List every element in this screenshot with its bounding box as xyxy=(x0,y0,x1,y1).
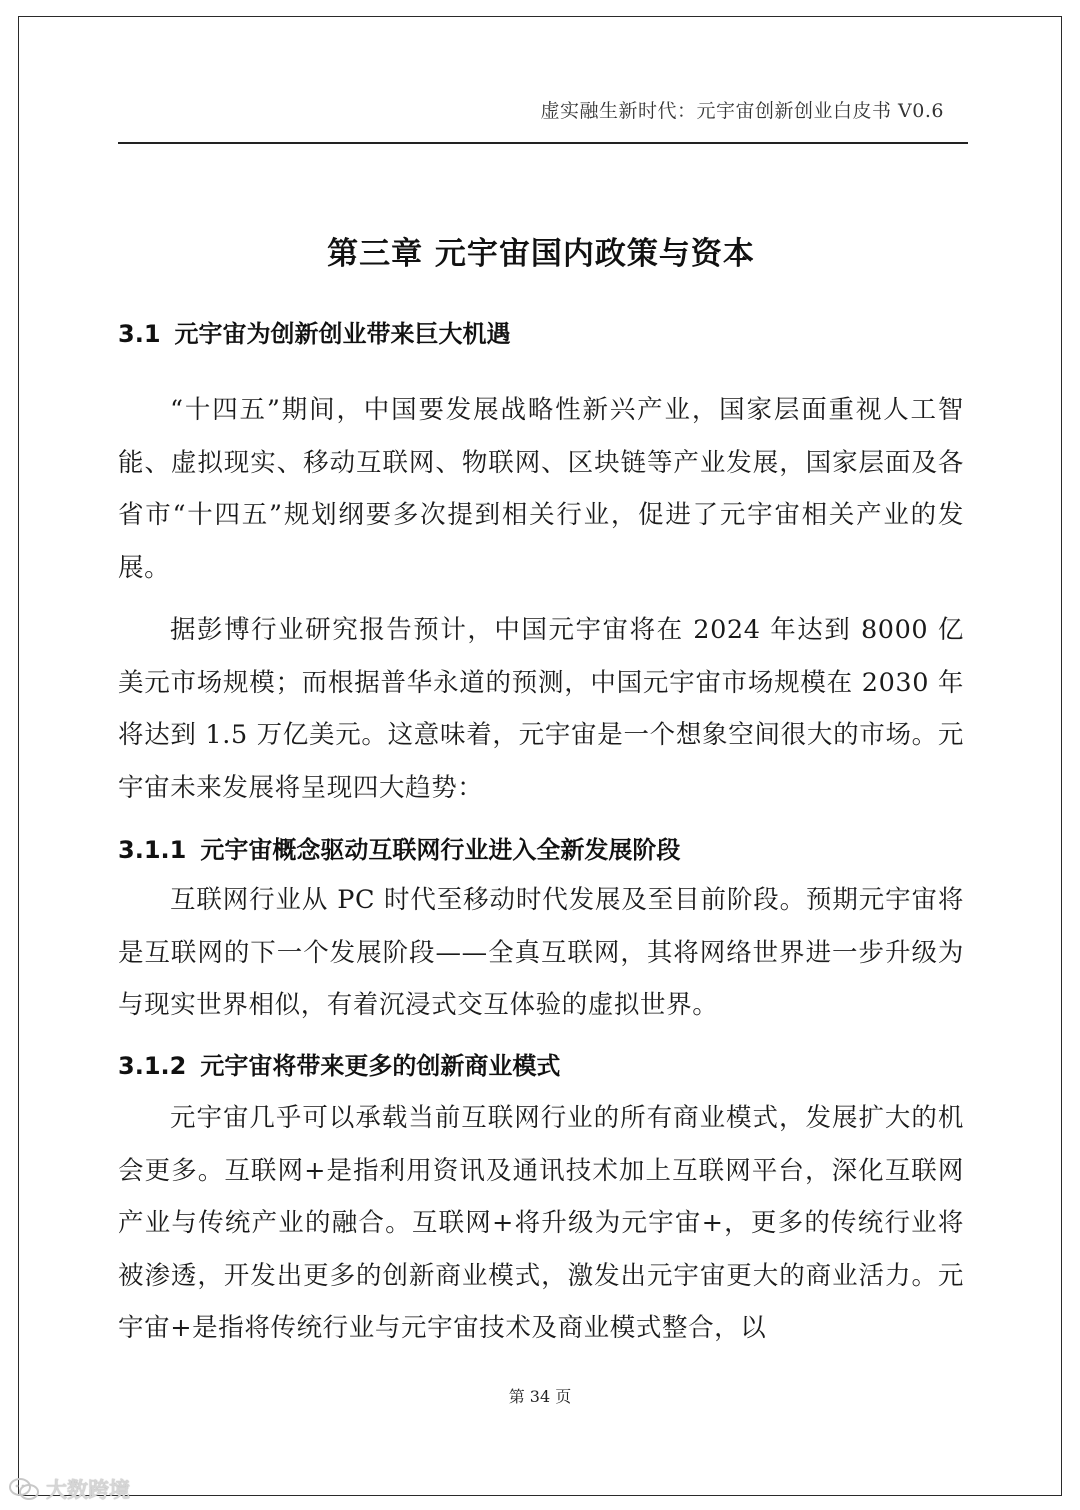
watermark xyxy=(8,1474,130,1504)
section-title: 元宇宙为创新创业带来巨大机遇 xyxy=(174,320,511,348)
paragraph: 元宇宙几乎可以承载当前互联网行业的所有商业模式，发展扩大的机会更多。互联网+是指利用资讯及通讯技术加上互联网平台，深化互联网产业与传统产业的融合。互联网+将升级为元宇宙+，更多的传统行业将被渗透，开发出更多的创新商业模式，激发出元宇宙更大的商业活力。元宇宙+是指将传统行业与元宇宙技术及商业模式整合，以 xyxy=(118,1103,964,1343)
section-number: 3.1.2 xyxy=(118,1052,187,1080)
wechat-icon xyxy=(8,1476,40,1502)
watermark-text: 大数跨境 xyxy=(46,1478,130,1502)
section-title: 元宇宙将带来更多的创新商业模式 xyxy=(200,1052,561,1080)
chapter-title: 第三章 元宇宙国内政策与资本 xyxy=(327,236,755,272)
section-heading-3-1 xyxy=(118,314,511,349)
header-divider xyxy=(118,142,968,144)
page-number: 第 34 页 xyxy=(508,1387,572,1406)
section-title: 元宇宙概念驱动互联网行业进入全新发展阶段 xyxy=(200,836,681,864)
paragraph: 互联网行业从 PC 时代至移动时代发展及至目前阶段。预期元宇宙将是互联网的下一个发展阶段——全真互联网，其将网络世界进一步升级为与现实世界相似，有着沉浸式交互体验的虚拟世界。 xyxy=(118,885,964,1020)
section-number: 3.1 xyxy=(118,320,161,348)
section-heading-3-1-2 xyxy=(118,1046,560,1081)
section-heading-3-1-1 xyxy=(118,830,680,865)
paragraph: “十四五”期间，中国要发展战略性新兴产业，国家层面重视人工智能、虚拟现实、移动互联网、物联网、区块链等产业发展，国家层面及各省市“十四五”规划纲要多次提到相关行业，促进了元宇宙相关产业的发展。 xyxy=(118,395,964,583)
paragraph: 据彭博行业研究报告预计，中国元宇宙将在 2024 年达到 8000 亿美元市场规模；而根据普华永道的预测，中国元宇宙市场规模在 2030 年将达到 1.5 万亿美元。这意味着，元宇宙是一个想象空间很大的市场。元宇宙未来发展将呈现四大趋势： xyxy=(118,615,964,803)
running-header: 虚实融生新时代：元宇宙创新创业白皮书 V0.6 xyxy=(540,100,944,122)
section-number: 3.1.1 xyxy=(118,836,187,864)
